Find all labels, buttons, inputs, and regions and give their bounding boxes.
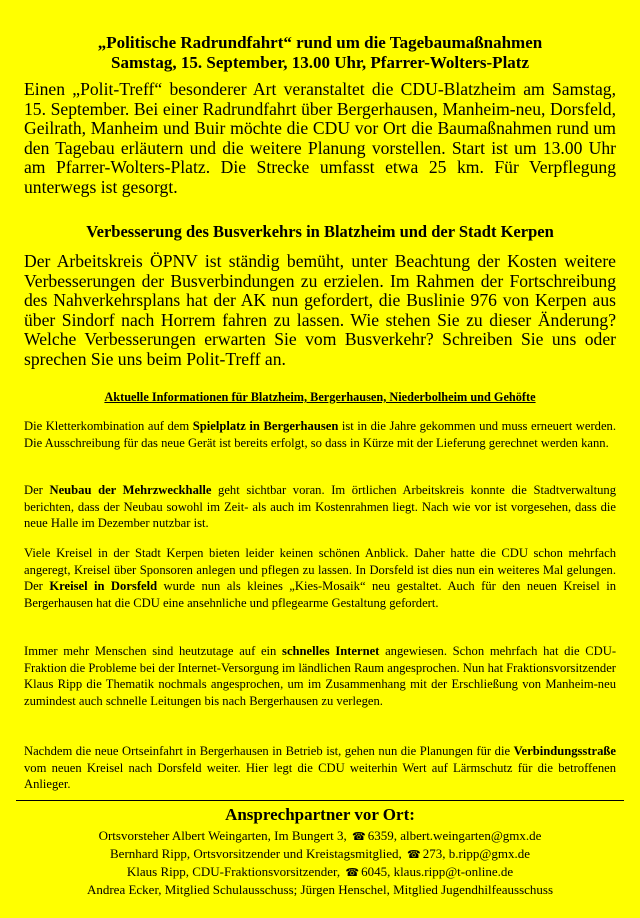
contact3-details: 6045, klaus.ripp@t-online.de xyxy=(361,864,514,879)
p2-text-a: Der xyxy=(24,483,50,497)
contact-line-bernhard-ripp xyxy=(24,845,616,865)
contact2-name: Bernhard Ripp, Ortsvorsitzender und Kreistagsmitglied, xyxy=(110,846,402,861)
p5-text-c: vom neuen Kreisel nach Dorsfeld weiter. Hier legt die CDU weiterhin Wert auf Lärmschutz für die betroffenen Anlieger. xyxy=(24,760,616,792)
phone-icon: ☎ xyxy=(345,867,360,879)
section1-title-line1: „Politische Radrundfahrt“ rund um die Tagebaumaßnahmen xyxy=(97,33,543,52)
info-paragraph-hall xyxy=(24,482,616,532)
p1-text-a: Die Kletterkombination auf dem xyxy=(24,419,193,433)
section1-title xyxy=(24,33,616,73)
contact1-name: Ortsvorsteher Albert Weingarten, Im Bungert 3, xyxy=(98,828,347,843)
section3-title: Aktuelle Informationen für Blatzheim, Bergerhausen, Niederbolheim und Gehöfte xyxy=(104,390,536,404)
contact-line-weingarten xyxy=(24,827,616,847)
p5-text-a: Nachdem die neue Ortseinfahrt in Bergerhausen in Betrieb ist, gehen nun die Planungen für die xyxy=(24,744,514,758)
info-paragraph-road xyxy=(24,743,616,793)
section1-body: Einen „Polit-Treff“ besonderer Art veranstaltet die CDU-Blatzheim am Samstag, 15. September. Bei einer Radrundfahrt über Bergerhausen, Manheim-neu, Dorsfeld, Geilrath, Manheim und Buir möchte die CDU vor Ort die Baumaßnahmen rund um den Tagebau erläutern und die weitere Planung vorstellen. Start ist um 13.00 Uhr am Pfarrer-Wolters-Platz. Die Strecke umfasst etwa 25 km. Für Verpflegung unterwegs ist gesorgt. xyxy=(24,79,616,197)
info-paragraph-playground xyxy=(24,418,616,451)
contact-line-committees: Andrea Ecker, Mitglied Schulausschuss; Jürgen Henschel, Mitglied Jugendhilfeausschuss xyxy=(86,882,554,897)
section2-title: Verbesserung des Busverkehrs in Blatzheim und der Stadt Kerpen xyxy=(86,222,554,241)
p3-bold: Kreisel in Dorsfeld xyxy=(49,579,158,594)
p4-text-c: angewiesen. Schon mehrfach hat die CDU-Fraktion die Probleme bei der Internet-Versorgung im ländlichen Raum angesprochen. Nun hat Fraktionsvorsitzender Klaus Ripp die Thematik nochmals angesprochen, um im Zusammenhang mit der Erschließung von Manheim-neu zumindest auch schnelle Leitungen bis nach Bergerhausen zu verlegen. xyxy=(24,644,617,709)
phone-icon: ☎ xyxy=(352,831,366,843)
p2-text-c: geht sichtbar voran. Im örtlichen Arbeitskreis konnte die Stadtverwaltung berichten, dass der Neubau sowohl im Zeit- als auch im Kostenrahmen liegt. Nach wie vor ist vorgesehen, dass die neue Halle im Dezember nutzbar ist. xyxy=(24,483,616,531)
contacts-title: Ansprechpartner vor Ort: xyxy=(225,805,415,824)
contact2-details: 273, b.ripp@gmx.de xyxy=(422,846,530,861)
section1-title-line2: Samstag, 15. September, 13.00 Uhr, Pfarrer-Wolters-Platz xyxy=(111,53,529,72)
p4-text-a: Immer mehr Menschen sind heutzutage auf ein xyxy=(24,644,283,658)
p4-bold: schnelles Internet xyxy=(282,644,380,658)
phone-icon: ☎ xyxy=(406,849,421,861)
info-paragraph-roundabout xyxy=(24,545,616,612)
p1-text-c: ist in die Jahre gekommen und muss erneuert werden. Die Ausschreibung für das neue Gerät ist bereits erfolgt, so dass in Kürze mit der Lieferung gerechnet werden kann. xyxy=(24,419,616,450)
contact-line-klaus-ripp xyxy=(24,863,616,883)
contacts-divider xyxy=(16,800,624,801)
info-paragraph-internet xyxy=(24,643,616,710)
p3-text-c: wurde nun als kleines „Kies-Mosaik“ neu gestaltet. Auch für den neuen Kreisel in Bergerhausen hat die CDU eine ansehnliche und pflegearme Gestaltung gefordert. xyxy=(24,579,617,611)
section2-body: Der Arbeitskreis ÖPNV ist ständig bemüht, unter Beachtung der Kosten weitere Verbesserungen der Busverbindungen zu erzielen. Im Rahmen der Fortschreibung des Nahverkehrsplans hat der AK nun gefordert, die Buslinie 976 von Kerpen aus über Sindorf nach Horrem fahren zu lassen. Wie stehen Sie zu dieser Änderung? Welche Verbesserungen erwarten Sie vom Busverkehr? Schreiben Sie uns oder sprechen Sie uns beim Polit-Treff an. xyxy=(24,251,616,369)
p5-bold: Verbindungsstraße xyxy=(513,744,616,758)
p1-bold: Spielplatz in Bergerhausen xyxy=(192,419,339,433)
p3-text-a: Viele Kreisel in der Stadt Kerpen bieten leider keinen schönen Anblick. Daher hatte die CDU schon mehrfach angeregt, Kreisel über Sponsoren anlegen und pflegen zu lassen. In Dorsfeld ist dies nun ein weiteres Mal gelungen. Der xyxy=(24,546,616,594)
contact3-name: Klaus Ripp, CDU-Fraktionsvorsitzender, xyxy=(126,864,341,879)
p2-bold: Neubau der Mehrzweckhalle xyxy=(49,483,212,497)
contact1-details: 6359, albert.weingarten@gmx.de xyxy=(367,828,542,843)
